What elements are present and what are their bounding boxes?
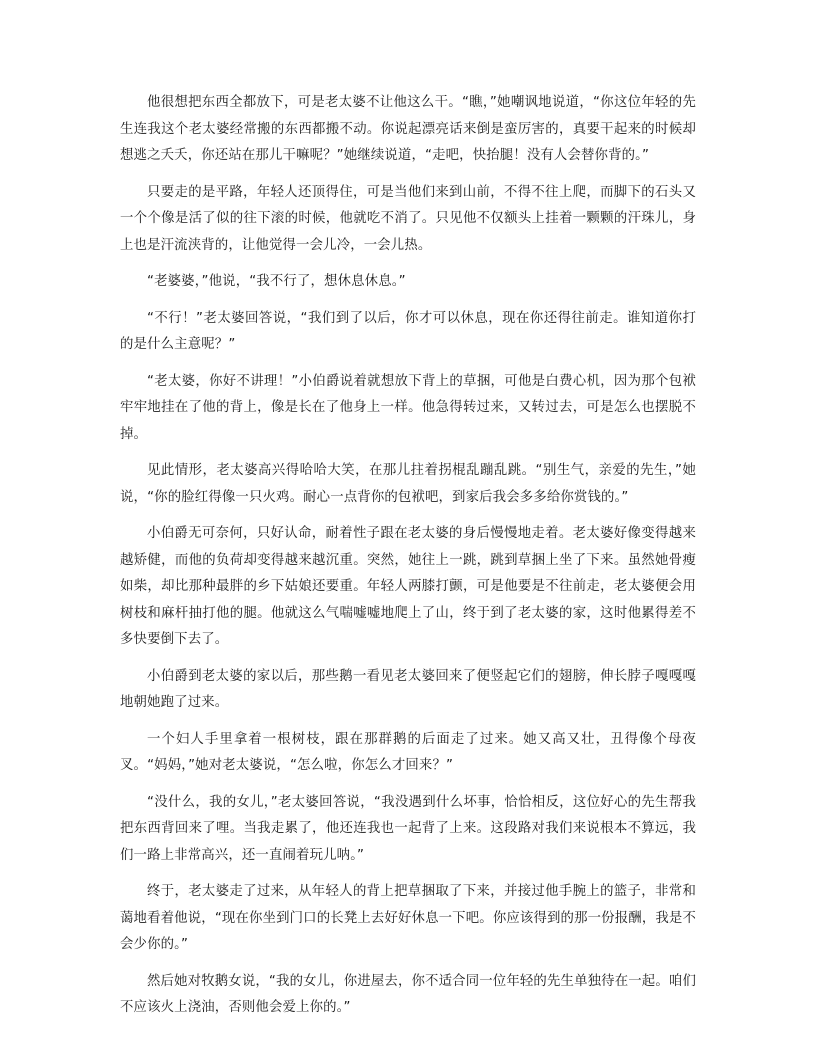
paragraph-4: “不行！”老太婆回答说，“我们到了以后，你才可以休息，现在你还得往前走。谁知道你打的是什么主意呢？” <box>120 310 696 352</box>
paragraph-2: 只要走的是平路，年轻人还顶得住，可是当他们来到山前，不得不往上爬，而脚下的石头又一个个像是活了似的往下滚的时候，他就吃不消了。只见他不仅额头上挂着一颗颗的汗珠儿，身上也是汗流浃背的，让他觉得一会儿冷，一会儿热。 <box>120 184 696 253</box>
paragraph-6: 见此情形，老太婆高兴得哈哈大笑，在那儿拄着拐棍乱蹦乱跳。“别生气，亲爱的先生，”她说，“你的脸红得像一只火鸡。耐心一点背你的包袱吧，到家后我会多多给你赏钱的。” <box>120 463 696 505</box>
story-text <box>120 90 696 1032</box>
paragraph-12: 然后她对牧鹅女说，“我的女儿，你进屋去，你不适合同一位年轻的先生单独待在一起。咱们不应该火上浇油，否则他会爱上你的。” <box>120 973 696 1015</box>
paragraph-8: 小伯爵到老太婆的家以后，那些鹅一看见老太婆回来了便竖起它们的翅膀，伸长脖子嘎嘎嘎地朝她跑了过来。 <box>120 668 696 710</box>
paragraph-5: “老太婆，你好不讲理！”小伯爵说着就想放下背上的草捆，可他是白费心机，因为那个包袱牢牢地挂在了他的背上，像是长在了他身上一样。他急得转过来，又转过去，可是怎么也摆脱不掉。 <box>120 373 696 442</box>
paragraph-11: 终于，老太婆走了过来，从年轻人的背上把草捆取了下来，并接过他手腕上的篮子，非常和蔼地看着他说，“现在你坐到门口的长凳上去好好休息一下吧。你应该得到的那一份报酬，我是不会少你的。” <box>120 884 696 952</box>
paragraph-7: 小伯爵无可奈何，只好认命，耐着性子跟在老太婆的身后慢慢地走着。老太婆好像变得越来越矫健，而他的负荷却变得越来越沉重。突然，她往上一跳，跳到草捆上坐了下来。虽然她骨瘦如柴，却比那种最胖的乡下姑娘还要重。年轻人两膝打颤，可是他要是不往前走，老太婆便会用树枝和麻杆抽打他的腿。他就这么气喘嘘嘘地爬上了山，终于到了老太婆的家，这时他累得差不多快要倒下去了。 <box>120 526 696 647</box>
paragraph-10: “没什么，我的女儿，”老太婆回答说，“我没遇到什么坏事，恰恰相反，这位好心的先生帮我把东西背回来了哩。当我走累了，他还连我也一起背了上来。这段路对我们来说根本不算远，我们一路上非常高兴，还一直闹着玩儿呐。” <box>120 794 696 863</box>
paragraph-3: “老婆婆，”他说，“我不行了，想休息休息。” <box>147 274 406 289</box>
paragraph-9: 一个妇人手里拿着一根树枝，跟在那群鹅的后面走了过来。她又高又壮，丑得像个母夜叉。“妈妈，”她对老太婆说，“怎么啦，你怎么才回来？” <box>120 731 696 773</box>
paragraph-1: 他很想把东西全都放下，可是老太婆不让他这么干。“瞧，”她嘲讽地说道，“你这位年轻的先生连我这个老太婆经常搬的东西都搬不动。你说起漂亮话来倒是蛮厉害的，真要干起来的时候却想逃之夭夭，你还站在那儿干嘛呢？”她继续说道，“走吧，快抬腿！没有人会替你背的。” <box>120 95 696 163</box>
